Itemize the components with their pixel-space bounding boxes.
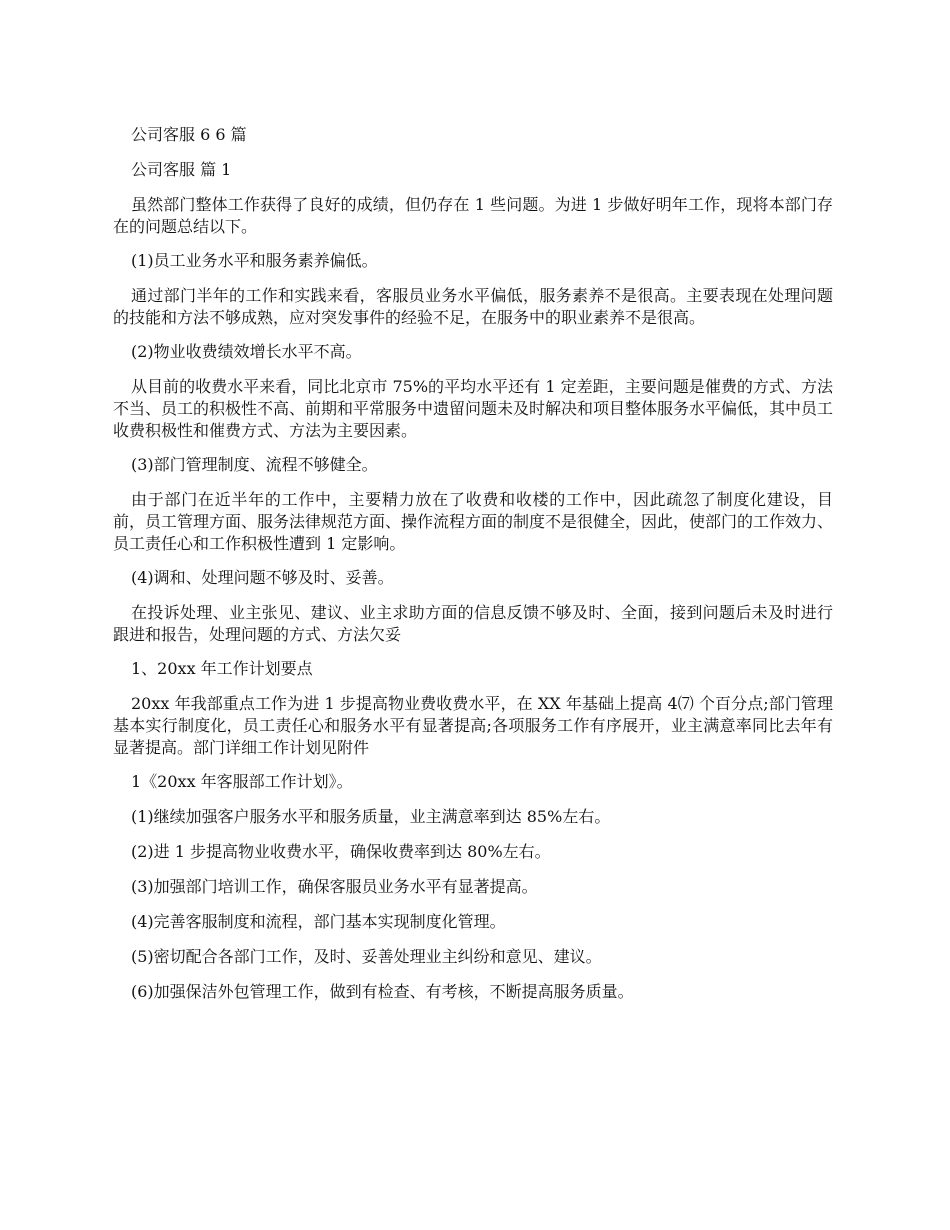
list-item: (1)继续加强客户服务水平和服务质量，业主满意率到达 85%左右。 xyxy=(131,807,611,826)
paragraph: 从目前的收费水平来看，同比北京市 75%的平均水平还有 1 定差距，主要问题是催费的方式、方法不当、员工的积极性不高、前期和平常服务中遗留问题未及时解决和项目整体服务水平偏低，其中员工收费积极性和催费方式、方法为主要因素。 xyxy=(113,377,834,440)
paragraph: 通过部门半年的工作和实践来看，客服员业务水平偏低，服务素养不是很高。主要表现在处理问题的技能和方法不够成熟，应对突发事件的经验不足，在服务中的职业素养不是很高。 xyxy=(113,286,833,327)
list-item: (4)完善客服制度和流程，部门基本实现制度化管理。 xyxy=(131,912,506,931)
paragraph: 由于部门在近半年的工作中，主要精力放在了收费和收楼的工作中，因此疏忽了制度化建设，目前，员工管理方面、服务法律规范方面、操作流程方面的制度不是很健全，因此，使部门的工作效力、员工责任心和工作积极性遭到 1 定影响。 xyxy=(113,490,834,553)
list-item: (2)物业收费绩效增长水平不高。 xyxy=(131,342,362,361)
list-item: (5)密切配合各部门工作，及时、妥善处理业主纠纷和意见、建议。 xyxy=(131,947,602,966)
list-item: (2)进 1 步提高物业收费水平，确保收费率到达 80%左右。 xyxy=(131,842,551,861)
paragraph: 1《20xx 年客服部工作计划》。 xyxy=(131,772,353,791)
document-body xyxy=(113,124,833,1016)
paragraph: 在投诉处理、业主张见、建议、业主求助方面的信息反馈不够及时、全面，接到问题后未及时进行跟进和报告，处理问题的方式、方法欠妥 xyxy=(113,603,833,644)
list-item: (1)员工业务水平和服务素养偏低。 xyxy=(131,251,378,270)
list-item: (4)调和、处理问题不够及时、妥善。 xyxy=(131,568,394,587)
section-heading: 公司客服 篇 1 xyxy=(131,160,232,179)
paragraph: 虽然部门整体工作获得了良好的成绩，但仍存在 1 些问题。为进 1 步做好明年工作，现将本部门存在的问题总结以下。 xyxy=(113,195,833,236)
section-heading: 1、20xx 年工作计划要点 xyxy=(131,659,313,678)
document-title: 公司客服 6 6 篇 xyxy=(131,125,247,144)
list-item: (3)加强部门培训工作，确保客服员业务水平有显著提高。 xyxy=(131,877,538,896)
paragraph: 20xx 年我部重点工作为进 1 步提高物业费收费水平，在 XX 年基础上提高 4⑺ 个百分点;部门管理基本实行制度化，员工责任心和服务水平有显著提高;各项服务工作有序展开，业主满意率同比去年有显著提高。部门详细工作计划见附件 xyxy=(113,694,833,757)
list-item: (3)部门管理制度、流程不够健全。 xyxy=(131,455,378,474)
list-item: (6)加强保洁外包管理工作，做到有检查、有考核，不断提高服务质量。 xyxy=(131,982,634,1001)
